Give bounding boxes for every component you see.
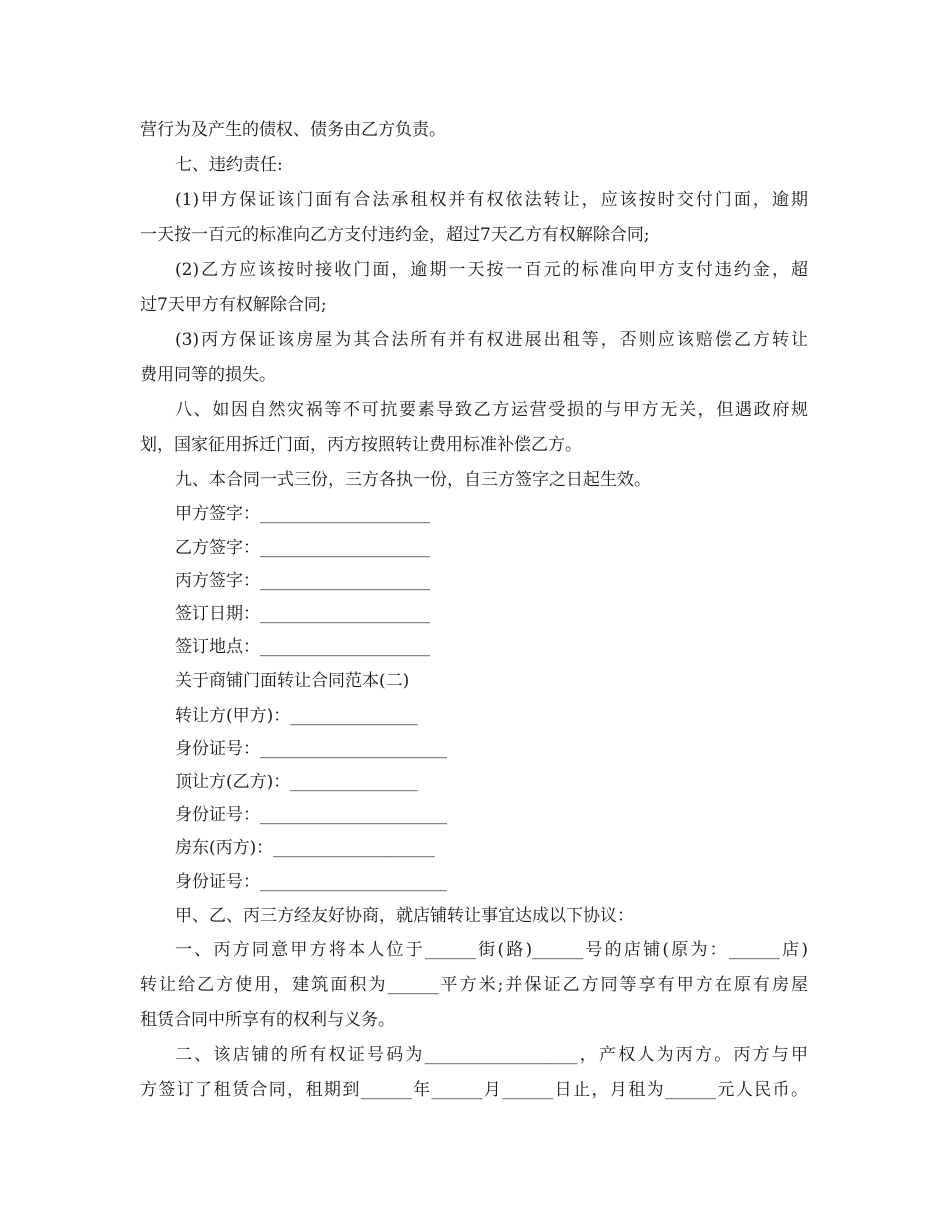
paragraph-line: 过7天甲方有权解除合同; [140,295,327,315]
transferor-line: 转让方(甲方)：_______________ [175,706,418,726]
landlord-line: 房东(丙方)：___________________ [175,838,435,858]
paragraph-line: 一、丙方同意甲方将本人位于______街(路)______号的店铺(原为：______店) [175,940,808,960]
signature-line-party-a: 甲方签字：____________________ [175,504,430,524]
signing-date-line: 签订日期：____________________ [175,604,430,624]
paragraph-line: 方签订了租赁合同，租期到______年______月______日止，月租为______元人民币。 [140,1080,808,1100]
paragraph-line: 租赁合同中所享有的权利与义务。 [140,1010,395,1030]
paragraph-line: (1)甲方保证该门面有合法承租权并有权依法转让，应该按时交付门面，逾期 [175,190,808,210]
id-number-line: 身份证号：______________________ [175,739,447,759]
id-number-line: 身份证号：______________________ [175,872,447,892]
paragraph-line: 营行为及产生的债权、债务由乙方负责。 [140,120,446,140]
paragraph-line: 八、如因自然灾祸等不可抗要素导致乙方运营受损的与甲方无关，但遇政府规 [175,400,808,420]
signature-line-party-b: 乙方签字：____________________ [175,538,430,558]
signature-line-party-c: 丙方签字：____________________ [175,571,430,591]
paragraph-line: 划，国家征用拆迁门面，丙方按照转让费用标准补偿乙方。 [140,435,582,455]
paragraph-line: (3)丙方保证该房屋为其合法所有并有权进展出租等，否则应该赔偿乙方转让 [175,330,808,350]
paragraph-line: 转让给乙方使用，建筑面积为______平方米;并保证乙方同等享有甲方在原有房屋 [140,975,808,995]
transferee-line: 顶让方(乙方)：_______________ [175,772,418,792]
paragraph-line: 九、本合同一式三份，三方各执一份，自三方签字之日起生效。 [175,470,651,490]
section-title: 关于商铺门面转让合同范本(二) [175,671,410,691]
paragraph-line: 二、该店铺的所有权证号码为__________________，产权人为丙方。丙方与甲 [175,1045,808,1065]
paragraph-line: 甲、乙、丙三方经友好协商，就店铺转让事宜达成以下协议： [175,906,634,926]
signing-place-line: 签订地点：____________________ [175,637,430,657]
paragraph-line: 费用同等的损失。 [140,365,276,385]
paragraph-line: 一天按一百元的标准向乙方支付违约金，超过7天乙方有权解除合同; [140,225,650,245]
id-number-line: 身份证号：______________________ [175,805,447,825]
section-heading: 七、违约责任: [175,155,283,175]
paragraph-line: (2)乙方应该按时接收门面，逾期一天按一百元的标准向甲方支付违约金，超 [175,260,808,280]
